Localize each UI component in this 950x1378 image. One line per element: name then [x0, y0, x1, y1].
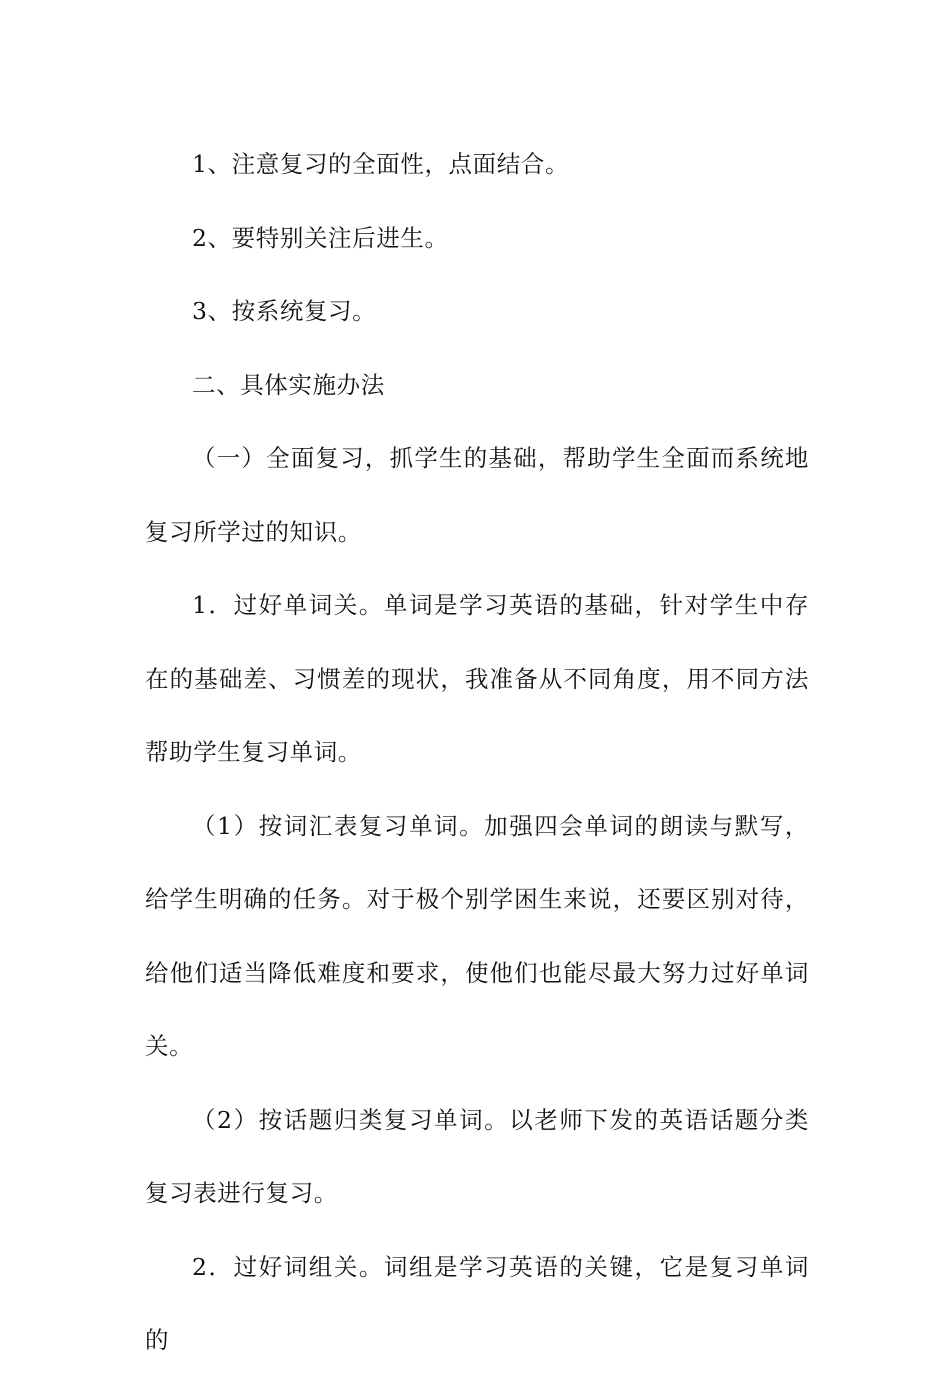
paragraph-topic-review: （2）按话题归类复习单词。以老师下发的英语话题分类复习表进行复习。 — [145, 1105, 809, 1207]
paragraph-vocab-list: （1）按词汇表复习单词。加强四会单词的朗读与默写，给学生明确的任务。对于极个别学困生来说，还要区别对待，给他们适当降低难度和要求，使他们也能尽最大努力过好单词关。 — [145, 811, 809, 1060]
section-heading: 二、具体实施办法 — [192, 370, 385, 399]
document-body — [145, 128, 809, 1378]
paragraph-principle-2: 2、要特别关注后进生。 — [192, 223, 449, 252]
paragraph-word-review: 1．过好单词关。单词是学习英语的基础，针对学生中存在的基础差、习惯差的现状，我准备从不同角度，用不同方法帮助学生复习单词。 — [145, 591, 809, 766]
paragraph-principle-1: 1、注意复习的全面性，点面结合。 — [192, 150, 570, 178]
paragraph-phrase-review: 2．过好词组关。词组是学习英语的关键，它是复习单词的 — [145, 1252, 809, 1354]
paragraph-principle-3: 3、按系统复习。 — [192, 297, 377, 325]
subsection-heading: （一）全面复习，抓学生的基础，帮助学生全面而系统地复习所学过的知识。 — [145, 444, 809, 546]
